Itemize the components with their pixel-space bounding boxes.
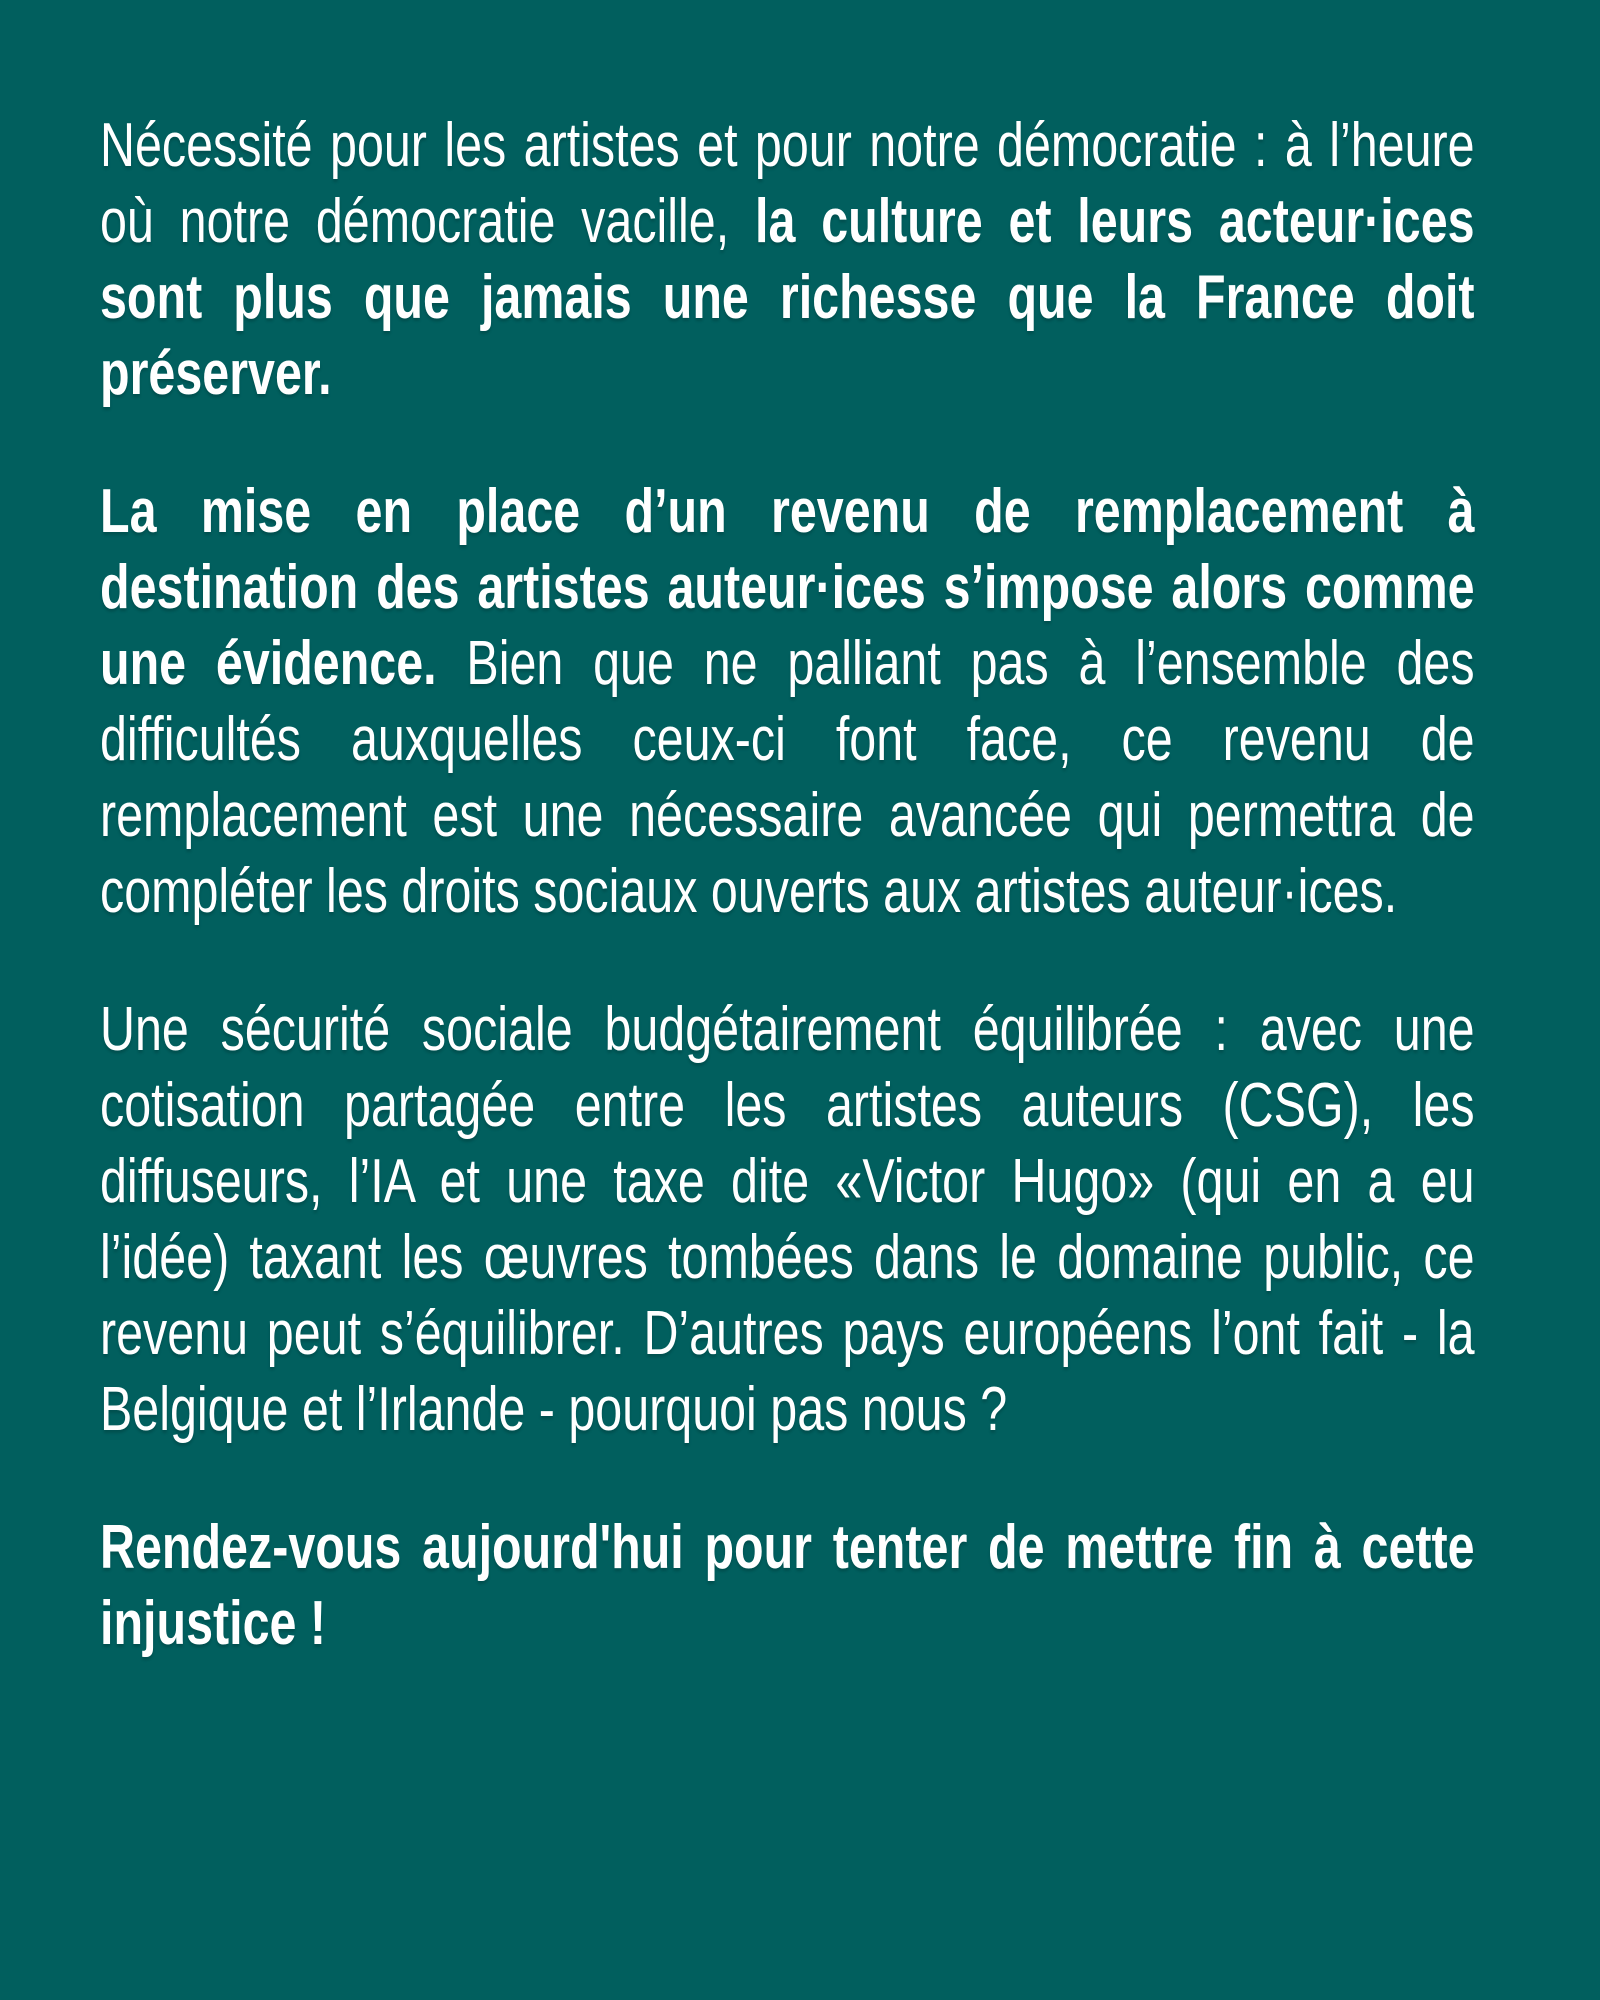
- text-segment: Une sécurité sociale budgétairement équilibrée : avec une cotisation partagée entre les artistes auteurs (CSG), les diffuseurs, l’IA et une taxe dite «Victor Hugo» (qui en a eu l’idée) taxant les œuvres tombées dans le domaine public, ce revenu peut s’équilibrer. D’autres pays européens l’ont fait - la Belgique et l’Irlande - pourquoi pas nous ?: [100, 995, 1475, 1444]
- paragraph-revenu-remplacement: [100, 474, 1475, 930]
- paragraph-necessite: [100, 108, 1475, 412]
- bold-text-segment: La mise en place d’un revenu de remplacement à destination des artistes auteur·ices s’impose alors comme une évidence.: [100, 477, 1475, 698]
- bold-text-segment: Rendez-vous aujourd'hui pour tenter de mettre fin à cette injustice !: [100, 1513, 1475, 1658]
- paragraph-rendez-vous: [100, 1510, 1475, 1662]
- text-block: [100, 108, 1475, 1662]
- paragraph-securite-sociale: [100, 992, 1475, 1448]
- text-segment: Bien que ne palliant pas à l’ensemble des difficultés auxquelles ceux-ci font face, ce revenu de remplacement est une nécessaire avancée qui permettra de compléter les droits sociaux ouverts aux artistes auteur·ices.: [100, 629, 1475, 926]
- text-segment: Nécessité pour les artistes et pour notre démocratie : à l’heure où notre démocratie vacille,: [100, 111, 1475, 256]
- bold-text-segment: la culture et leurs acteur·ices sont plus que jamais une richesse que la France doit préserver.: [100, 187, 1475, 408]
- body-text: [100, 108, 1475, 1662]
